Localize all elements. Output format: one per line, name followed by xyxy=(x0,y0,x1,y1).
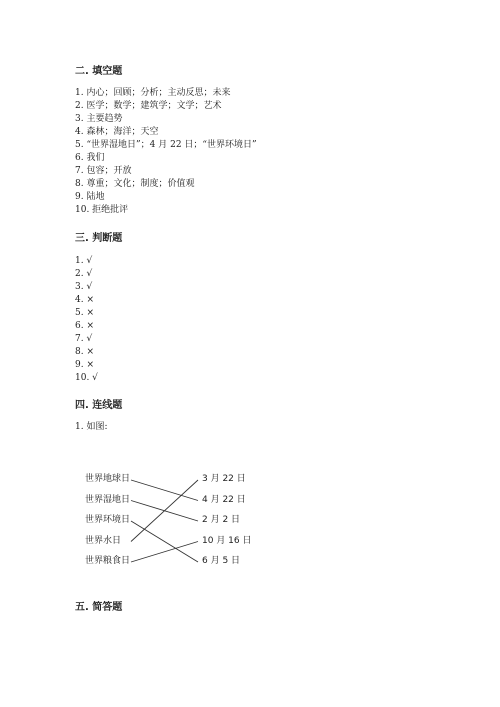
match-left-item: 世界水日 xyxy=(85,535,122,546)
fill-answer: 7. 包容；开放 xyxy=(75,166,132,176)
judge-answer: 2. √ xyxy=(75,269,93,279)
match-left-item: 世界粮食日 xyxy=(85,556,131,566)
fill-answer: 8. 尊重；文化；制度；价值观 xyxy=(75,179,195,189)
judge-answer: 10. √ xyxy=(75,373,98,383)
match-left-item: 世界环境日 xyxy=(85,515,131,525)
match-right-item: 6 月 5 日 xyxy=(202,556,241,566)
fill-answer: 3. 主要趋势 xyxy=(75,114,123,124)
fill-answer: 10. 拒绝批评 xyxy=(75,205,129,215)
match-left-item: 世界湿地日 xyxy=(85,494,131,505)
match-link-line xyxy=(131,480,198,542)
fill-answer: 6. 我们 xyxy=(75,153,105,163)
judge-answer: 8. × xyxy=(75,347,94,357)
judge-answer: 5. × xyxy=(75,308,94,318)
fill-answer: 2. 医学；数学；建筑学；文学；艺术 xyxy=(75,101,222,111)
fill-answer: 9. 陆地 xyxy=(75,192,105,202)
fill-answer: 1. 内心；回顾；分析；主动反思；未来 xyxy=(75,88,231,98)
judge-answer: 7. √ xyxy=(75,334,93,344)
match-right-item: 4 月 22 日 xyxy=(202,494,246,505)
match-right-item: 10 月 16 日 xyxy=(202,535,252,546)
judge-answer: 6. × xyxy=(75,321,94,331)
fill-answer: 5. “世界湿地日”；4 月 22 日；“世界环境日” xyxy=(75,140,257,150)
match-left-item: 世界地球日 xyxy=(85,474,131,484)
section-short-title: 五. 简答题 xyxy=(75,602,123,613)
judge-answer: 4. × xyxy=(75,295,94,305)
match-right-item: 3 月 22 日 xyxy=(202,474,246,484)
judge-answer: 1. √ xyxy=(75,256,93,266)
match-intro: 1. 如图: xyxy=(75,422,108,432)
section-match-title: 四. 连线题 xyxy=(75,400,123,411)
match-link-line xyxy=(131,480,198,501)
match-right-item: 2 月 2 日 xyxy=(202,515,241,525)
section-fill-title: 二. 填空题 xyxy=(75,66,123,77)
fill-answer: 4. 森林；海洋；天空 xyxy=(75,127,159,137)
section-judge-title: 三. 判断题 xyxy=(75,233,123,244)
judge-answer: 3. √ xyxy=(75,282,93,292)
match-link-line xyxy=(131,542,198,563)
match-link-line xyxy=(131,521,198,562)
judge-answer: 9. × xyxy=(75,360,94,370)
